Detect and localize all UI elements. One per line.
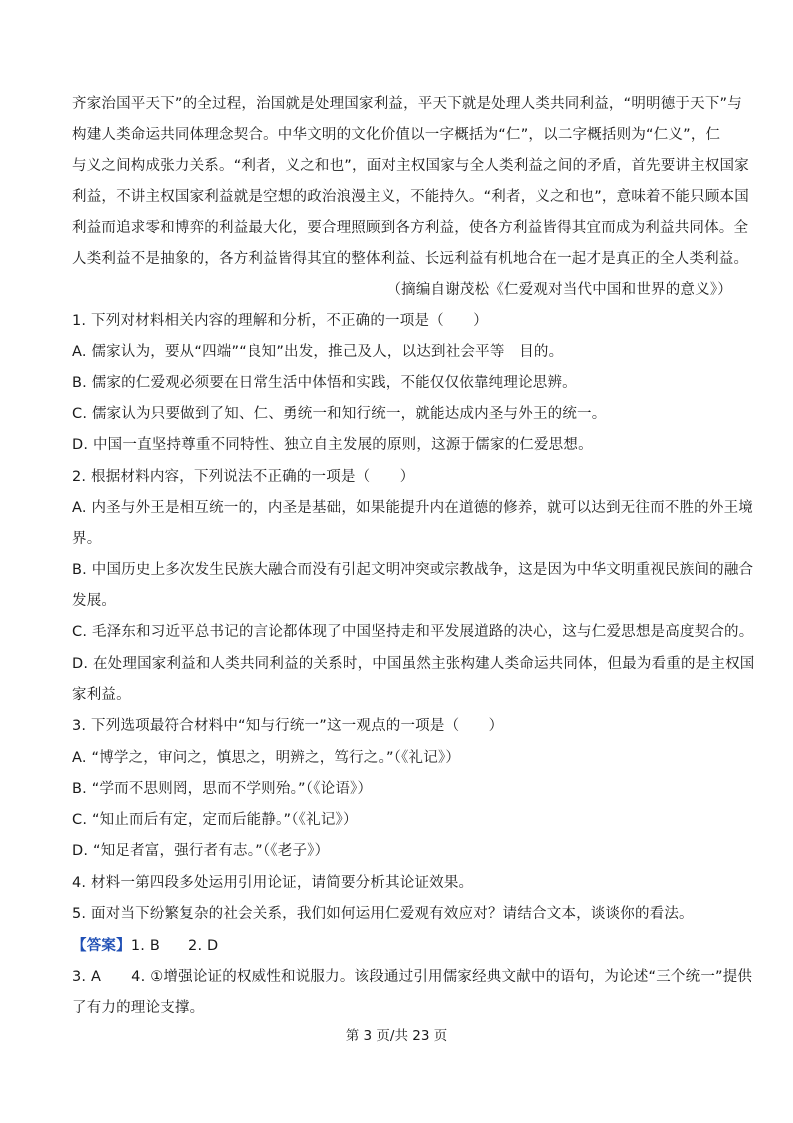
passage-line: 与义之间构成张力关系。“利者，义之和也”，面对主权国家与全人类利益之间的矛盾，首先要讲主权国家 <box>72 158 749 174</box>
question-3-option-d: D. “知足者富，强行者有志。”（《老子》） <box>72 843 330 859</box>
page-number-footer: 第 3 页/共 23 页 <box>345 1028 448 1044</box>
answer-4: 4. ①增强论证的权威性和说服力。该段通过引用儒家经典文献中的语句，为论述“三个统一”提供 <box>131 969 753 985</box>
question-1-option-c: C. 儒家认为只要做到了知、仁、勇统一和知行统一，就能达成内圣与外王的统一。 <box>72 406 607 422</box>
answer-4-cont: 了有力的理论支撑。 <box>72 1000 205 1016</box>
question-4: 4. 材料一第四段多处运用引用论证，请简要分析其论证效果。 <box>72 875 474 891</box>
passage-line: 构建人类命运共同体理念契合。中华文明的文化价值以一字概括为“仁”，以二字概括则为“仁义”，仁 <box>72 127 721 143</box>
question-2-option-a: A. 内圣与外王是相互统一的，内圣是基础，如果能提升内在道德的修养，就可以达到无往而不胜的外王境 <box>72 500 753 516</box>
question-3-option-b: B. “学而不思则罔，思而不学则殆。”（《论语》） <box>72 781 373 797</box>
passage-line: 人类利益不是抽象的，各方利益皆得其宜的整体利益、长远利益有机地合在一起才是真正的全人类利益。 <box>72 251 749 267</box>
question-2-option-b: B. 中国历史上多次发生民族大融合而没有引起文明冲突或宗教战争，这是因为中华文明重视民族间的融合 <box>72 562 754 578</box>
answer-tag: 【答案】 <box>72 938 131 954</box>
answer-line-1 <box>72 936 732 956</box>
question-1-stem: 1. 下列对材料相关内容的理解和分析，不正确的一项是（ ） <box>72 313 488 329</box>
question-2-option-d-cont: 家利益。 <box>72 687 131 703</box>
passage-line: 利益而追求零和博弈的利益最大化，要合理照顾到各方利益，使各方利益皆得其宜而成为利益共同体。全 <box>72 220 749 236</box>
question-3-option-a: A. “博学之，审问之，慎思之，明辨之，笃行之。”（《礼记》） <box>72 750 461 766</box>
answer-line-2 <box>72 967 753 987</box>
question-2-option-b-cont: 发展。 <box>72 593 117 609</box>
question-3-stem: 3. 下列选项最符合材料中“知与行统一”这一观点的一项是（ ） <box>72 718 504 734</box>
answer-1: 1. B <box>130 938 161 954</box>
question-2-option-d: D. 在处理国家利益和人类共同利益的关系时，中国虽然主张构建人类命运共同体，但最为看重的是主权国 <box>72 656 755 672</box>
question-2-option-c: C. 毛泽东和习近平总书记的言论都体现了中国坚持走和平发展道路的决心，这与仁爱思想是高度契合的。 <box>72 624 754 640</box>
question-1-option-b: B. 儒家的仁爱观必须要在日常生活中体悟和实践，不能仅仅依靠纯理论思辨。 <box>72 375 577 391</box>
question-1-option-d: D. 中国一直坚持尊重不同特性、独立自主发展的原则，这源于儒家的仁爱思想。 <box>72 437 593 453</box>
question-3-option-c: C. “知止而后有定，定而后能静。”（《礼记》） <box>72 812 358 828</box>
passage-line: 利益，不讲主权国家利益就是空想的政治浪漫主义，不能持久。“利者，义之和也”，意味着不能只顾本国 <box>72 189 749 205</box>
question-2-stem: 2. 根据材料内容，下列说法不正确的一项是（ ） <box>72 469 415 485</box>
question-2-option-a-cont: 界。 <box>72 531 102 547</box>
answer-2: 2. D <box>188 938 219 954</box>
source-citation: （摘编自谢茂松《仁爱观对当代中国和世界的意义》） <box>386 282 732 298</box>
passage-line: 齐家治国平天下”的全过程，治国就是处理国家利益，平天下就是处理人类共同利益，“明明德于天下”与 <box>72 96 742 112</box>
question-5: 5. 面对当下纷繁复杂的社会关系，我们如何运用仁爱观有效应对？请结合文本，谈谈你的看法。 <box>72 906 694 922</box>
answer-3: 3. A <box>72 969 102 985</box>
question-1-option-a: A. 儒家认为，要从“四端”“良知”出发，推己及人，以达到社会平等 目的。 <box>72 344 564 360</box>
